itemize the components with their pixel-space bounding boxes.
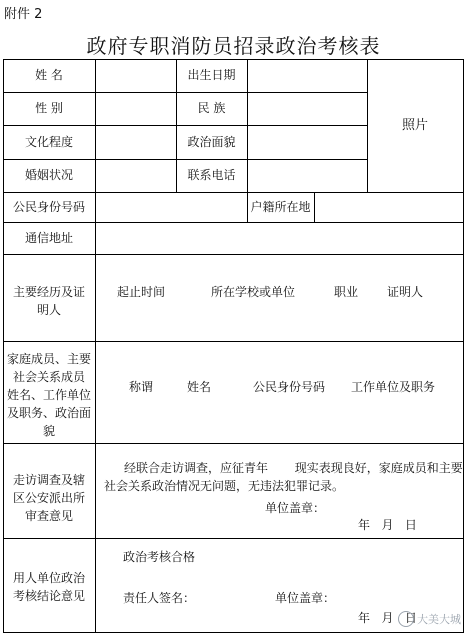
family-label-line: 姓名、工作单位 xyxy=(6,388,91,402)
attachment-label: 附件 2 xyxy=(4,7,43,22)
family-col-work-position: 工作单位及职务 xyxy=(351,380,436,394)
rule xyxy=(3,192,464,193)
employer-label-line: 考核结论意见 xyxy=(12,589,85,603)
family-label-line: 社会关系成员 xyxy=(12,370,85,384)
rule xyxy=(3,92,367,93)
rule xyxy=(3,159,367,160)
experience-label-line: 明人 xyxy=(36,303,61,317)
police-date: 年 月 日 xyxy=(358,518,417,532)
rule xyxy=(3,59,464,60)
police-opinion-line: 社会关系政治情况无问题，无违法犯罪记录。 xyxy=(104,479,345,493)
rule xyxy=(3,443,464,444)
family-label-line: 貌 xyxy=(42,424,55,438)
police-seal-label: 单位盖章： xyxy=(265,501,326,515)
id-number-label: 公民身份号码 xyxy=(12,200,85,214)
rule xyxy=(463,59,464,633)
rule xyxy=(314,192,315,222)
police-review-label-line: 审查意见 xyxy=(24,509,73,523)
ethnicity-label: 民 族 xyxy=(197,101,226,115)
rule xyxy=(3,341,464,342)
family-col-name: 姓名 xyxy=(187,380,212,394)
family-label-line: 及职务、政治面 xyxy=(6,406,91,420)
watermark xyxy=(398,611,461,627)
form-title: 政府专职消防员招录政治考核表 xyxy=(86,34,381,58)
address-label: 通信地址 xyxy=(24,231,73,245)
rule xyxy=(3,538,464,539)
education-label: 文化程度 xyxy=(24,135,73,149)
watermark-logo-icon xyxy=(398,611,414,627)
review-form-table xyxy=(3,59,464,633)
employer-label-line: 用人单位政治 xyxy=(12,571,85,585)
birth-date-label: 出生日期 xyxy=(187,68,236,82)
rule xyxy=(3,222,464,223)
rule xyxy=(95,59,96,633)
family-label-line: 家庭成员、主要 xyxy=(6,352,91,366)
family-col-id-number: 公民身份号码 xyxy=(253,380,326,394)
experience-col-witness: 证明人 xyxy=(387,285,424,299)
watermark-text: 大美大城 xyxy=(417,613,461,626)
household-location-label: 户籍所在地 xyxy=(250,200,311,214)
marital-status-label: 婚姻状况 xyxy=(24,168,73,182)
rule xyxy=(247,59,248,192)
experience-col-period: 起止时间 xyxy=(117,285,166,299)
employer-date: 年 月 日 xyxy=(358,611,417,625)
rule xyxy=(3,125,367,126)
name-label: 姓 名 xyxy=(35,68,63,82)
employer-signer-label: 责任人签名： xyxy=(123,591,196,605)
police-review-label-line: 区公安派出所 xyxy=(12,491,85,505)
employer-seal-label: 单位盖章： xyxy=(275,591,336,605)
photo-label: 照片 xyxy=(401,118,428,133)
employer-result: 政治考核合格 xyxy=(123,550,196,564)
police-opinion-line: 经联合走访调查，应征青年 现实表现良好，家庭成员和主要 xyxy=(124,461,463,475)
rule xyxy=(3,254,464,255)
experience-col-school-unit: 所在学校或单位 xyxy=(211,285,296,299)
experience-label-line: 主要经历及证 xyxy=(12,285,85,299)
family-col-relation: 称谓 xyxy=(129,380,154,394)
police-review-label-line: 走访调查及辖 xyxy=(12,473,85,487)
gender-label: 性 别 xyxy=(35,101,63,115)
experience-col-occupation: 职业 xyxy=(334,285,359,299)
phone-label: 联系电话 xyxy=(187,168,236,182)
political-status-label: 政治面貌 xyxy=(187,135,236,149)
